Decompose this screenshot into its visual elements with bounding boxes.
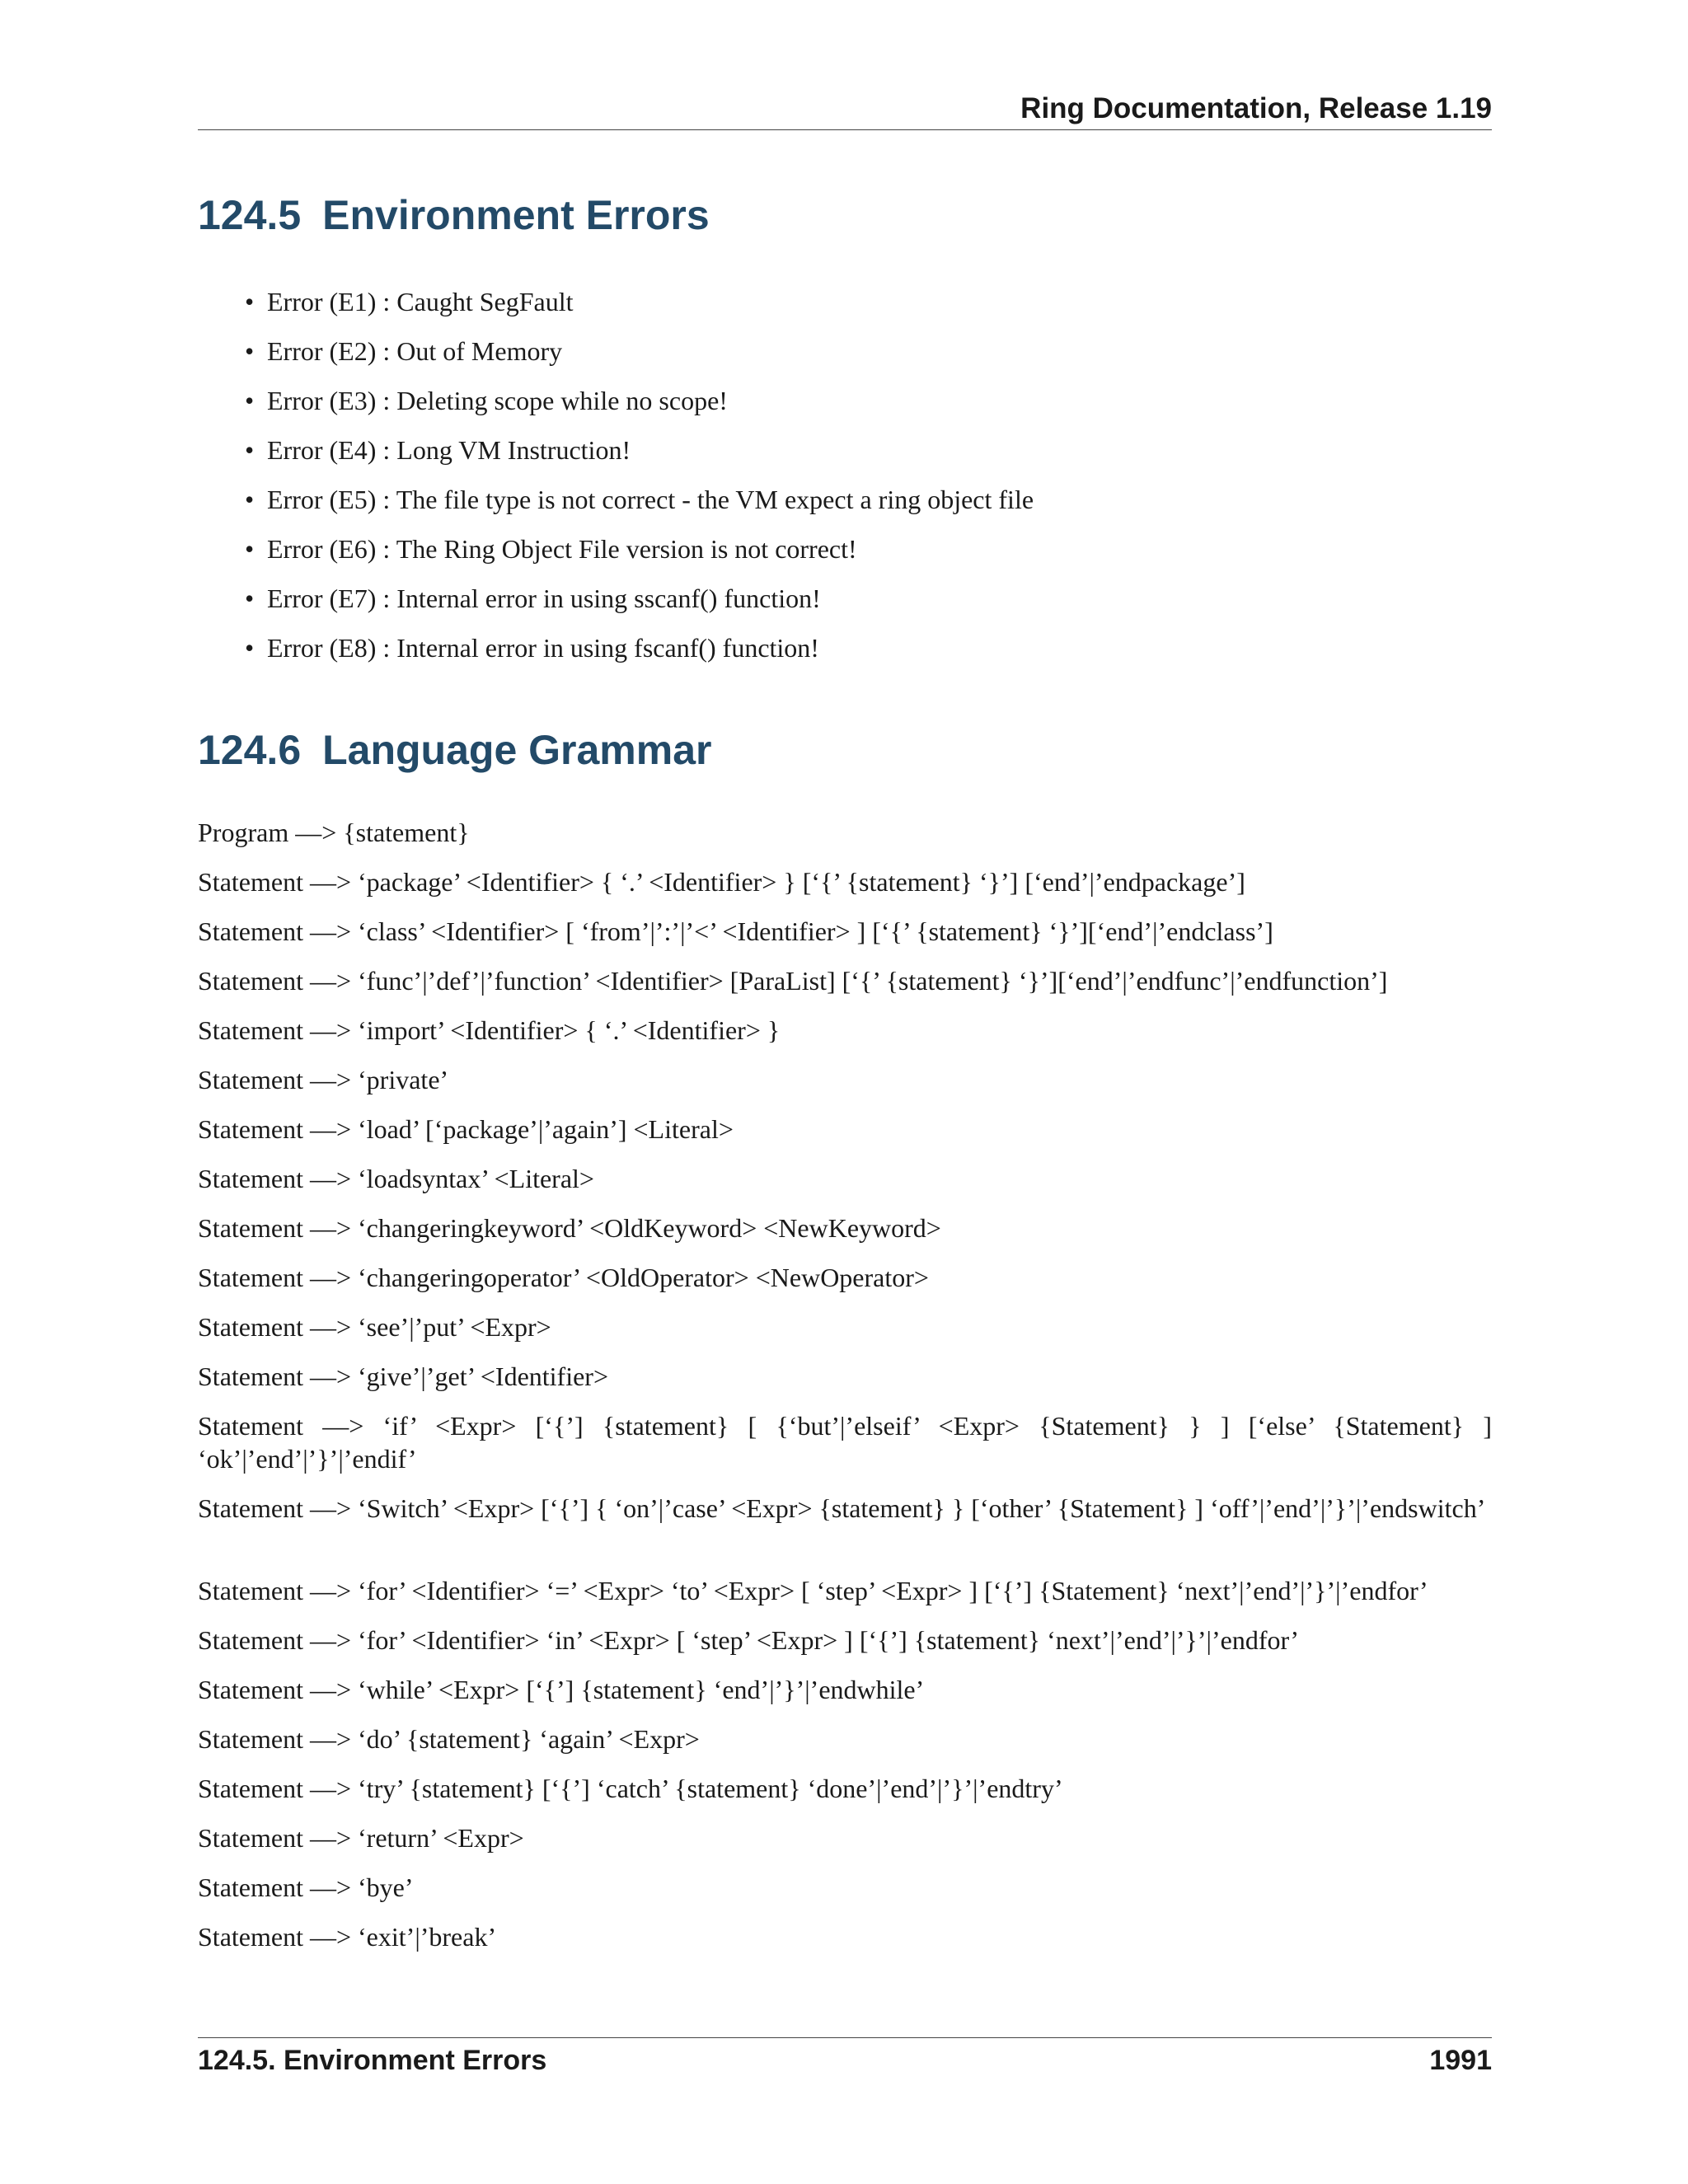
header-rule (198, 129, 1492, 130)
section-heading-environment-errors (198, 191, 710, 239)
list-item (198, 631, 1034, 681)
list-item (198, 285, 1034, 335)
error-item-text: Error (E2) : Out of Memory (267, 336, 563, 366)
error-item-text: Error (E4) : Long VM Instruction! (267, 435, 631, 465)
document-page (198, 0, 1492, 2184)
footer-rule (198, 2037, 1492, 2038)
grammar-rule: Program —> {statement} (198, 818, 470, 847)
section-number: 124.6 (198, 727, 302, 773)
grammar-rule: Statement —> ‘if’ <Expr> [‘{’] {statement} [ {‘but’|’elseif’ <Expr> {Statement} } ] [‘else’ {Statement} ] ‘ok’|’end’|’}’|’endif’ (198, 1411, 1492, 1474)
list-item (198, 483, 1034, 532)
grammar-rule: Statement —> ‘package’ <Identifier> { ‘.’ <Identifier> } [‘{’ {statement} ‘}’] [‘end’|’endpackage’] (198, 867, 1245, 897)
list-item (198, 582, 1034, 631)
grammar-rule: Statement —> ‘give’|’get’ <Identifier> (198, 1361, 608, 1391)
list-item (198, 335, 1034, 384)
bullet-icon: • (245, 287, 255, 316)
error-item-text: Error (E7) : Internal error in using sscanf() function! (267, 583, 821, 613)
grammar-rule: Statement —> ‘while’ <Expr> [‘{’] {statement} ‘end’|’}’|’endwhile’ (198, 1675, 925, 1704)
grammar-rule: Statement —> ‘Switch’ <Expr> [‘{’] { ‘on’|’case’ <Expr> {statement} } [‘other’ {Statement} ] ‘off’|’end’|’}’|’endswitch’ (198, 1493, 1486, 1523)
list-item (198, 434, 1034, 483)
grammar-rule: Statement —> ‘try’ {statement} [‘{’] ‘catch’ {statement} ‘done’|’end’|’}’|’endtry’ (198, 1774, 1063, 1803)
grammar-rule: Statement —> ‘changeringkeyword’ <OldKeyword> <NewKeyword> (198, 1213, 941, 1243)
grammar-rule: Statement —> ‘class’ <Identifier> [ ‘from’|’:’|’<’ <Identifier> ] [‘{’ {statement} ‘}’][‘end’|’endclass’] (198, 916, 1273, 946)
grammar-rules (198, 816, 1492, 1970)
bullet-icon: • (245, 534, 255, 564)
list-item (198, 532, 1034, 582)
grammar-rule: Statement —> ‘do’ {statement} ‘again’ <Expr> (198, 1724, 700, 1754)
environment-errors-list (198, 285, 1034, 681)
bullet-icon: • (245, 485, 255, 514)
error-item-text: Error (E8) : Internal error in using fscanf() function! (267, 633, 819, 663)
running-header: Ring Documentation, Release 1.19 (1020, 92, 1492, 124)
section-title: Language Grammar (322, 727, 712, 773)
grammar-rule: Statement —> ‘bye’ (198, 1872, 414, 1902)
grammar-rule: Statement —> ‘exit’|’break’ (198, 1922, 497, 1952)
error-item-text: Error (E6) : The Ring Object File version is not correct! (267, 534, 857, 564)
bullet-icon: • (245, 336, 255, 366)
bullet-icon: • (245, 583, 255, 613)
page-number: 1991 (1429, 2045, 1492, 2076)
error-item-text: Error (E5) : The file type is not correct - the VM expect a ring object file (267, 485, 1034, 514)
error-item-text: Error (E3) : Deleting scope while no scope! (267, 386, 728, 415)
section-number: 124.5 (198, 192, 302, 238)
grammar-rule: Statement —> ‘changeringoperator’ <OldOperator> <NewOperator> (198, 1263, 929, 1292)
grammar-rule: Statement —> ‘see’|’put’ <Expr> (198, 1312, 551, 1342)
grammar-rule: Statement —> ‘loadsyntax’ <Literal> (198, 1164, 594, 1193)
grammar-rule: Statement —> ‘private’ (198, 1065, 449, 1094)
section-title: Environment Errors (322, 192, 710, 238)
error-item-text: Error (E1) : Caught SegFault (267, 287, 574, 316)
grammar-rule: Statement —> ‘for’ <Identifier> ‘in’ <Expr> [ ‘step’ <Expr> ] [‘{’] {statement} ‘next’|’end’|’}’|’endfor’ (198, 1625, 1299, 1655)
footer-section-label: 124.5. Environment Errors (198, 2045, 547, 2076)
section-heading-language-grammar (198, 726, 712, 774)
grammar-rule: Statement —> ‘func’|’def’|’function’ <Identifier> [ParaList] [‘{’ {statement} ‘}’][‘end’|’endfunc’|’endfunction’] (198, 966, 1388, 996)
bullet-icon: • (245, 435, 255, 465)
bullet-icon: • (245, 633, 255, 663)
grammar-rule: Statement —> ‘import’ <Identifier> { ‘.’ <Identifier> } (198, 1015, 781, 1045)
grammar-rule: Statement —> ‘load’ [‘package’|’again’] <Literal> (198, 1114, 734, 1144)
list-item (198, 384, 1034, 434)
bullet-icon: • (245, 386, 255, 415)
grammar-rule: Statement —> ‘for’ <Identifier> ‘=’ <Expr> ‘to’ <Expr> [ ‘step’ <Expr> ] [‘{’] {Statement} ‘next’|’end’|’}’|’endfor’ (198, 1576, 1428, 1605)
grammar-rule: Statement —> ‘return’ <Expr> (198, 1823, 524, 1853)
